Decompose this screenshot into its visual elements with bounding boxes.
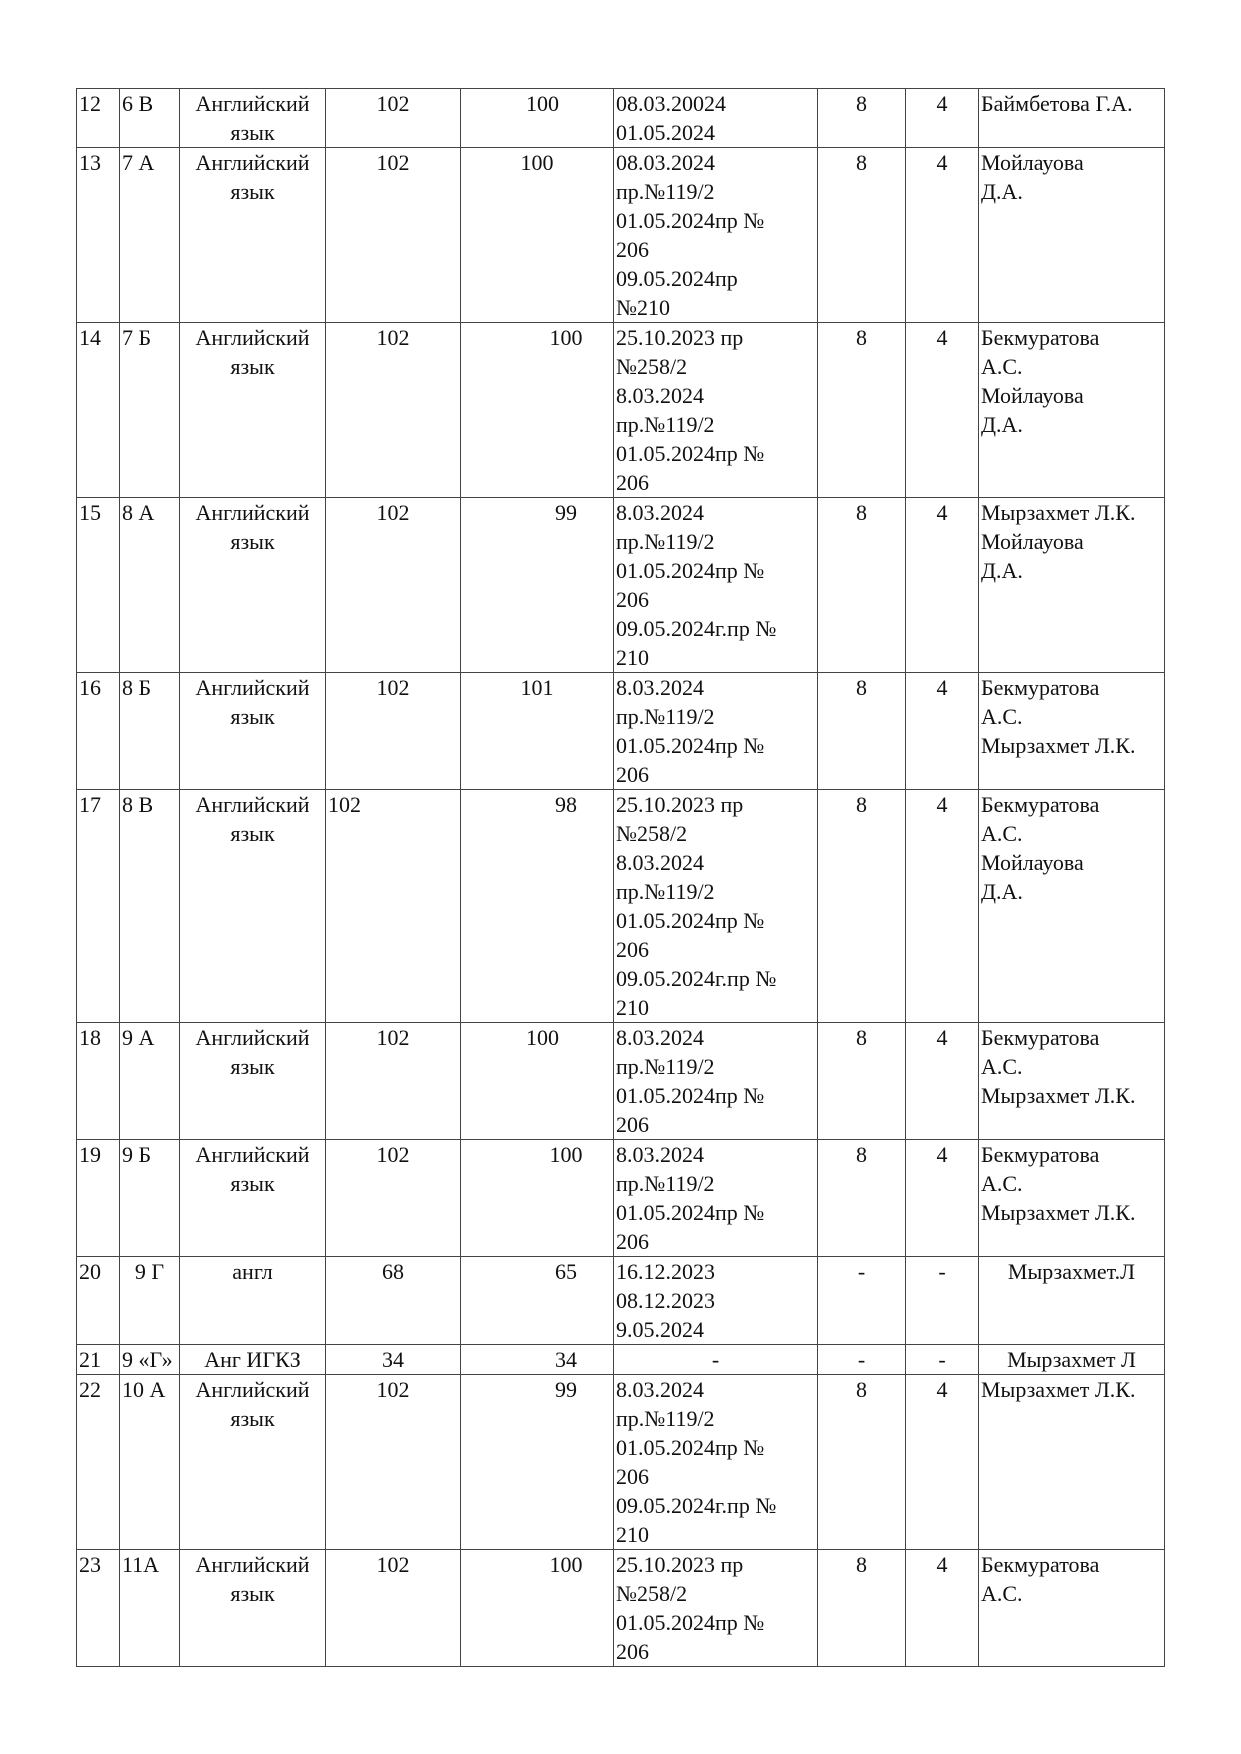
col-a-cell: 8 xyxy=(818,89,906,148)
order-dates-cell xyxy=(614,148,818,323)
col-a-cell: - xyxy=(818,1345,906,1375)
order-dates-cell-line: 206 xyxy=(616,1464,649,1489)
class-cell: 9 «Г» xyxy=(120,1345,180,1375)
col-a-cell: 8 xyxy=(818,673,906,790)
table-row xyxy=(77,323,1165,498)
subject-cell-line: Анг ИГКЗ xyxy=(204,1347,301,1372)
class-cell: 7 Б xyxy=(120,323,180,498)
order-dates-cell-line: 206 xyxy=(616,762,649,787)
subject-cell-line: язык xyxy=(230,120,275,145)
col-b-cell: - xyxy=(906,1257,979,1345)
table-row xyxy=(77,89,1165,148)
class-cell: 8 А xyxy=(120,498,180,673)
order-dates-cell-line: 206 xyxy=(616,587,649,612)
table-row xyxy=(77,498,1165,673)
order-dates-cell-line: 09.05.2024г.пр № xyxy=(616,966,777,991)
class-cell: 7 А xyxy=(120,148,180,323)
col-b-cell: 4 xyxy=(906,1550,979,1667)
order-dates-cell-line: 01.05.2024пр № xyxy=(616,1435,765,1460)
subject-cell xyxy=(180,89,326,148)
order-dates-cell-line: 01.05.2024пр № xyxy=(616,1083,765,1108)
order-dates-cell-line: 01.05.2024 xyxy=(616,120,715,145)
teacher-cell xyxy=(979,323,1165,498)
actual-hours-cell: 100 xyxy=(461,323,614,498)
order-dates-cell-line: 16.12.2023 xyxy=(616,1259,715,1284)
subject-cell xyxy=(180,1140,326,1257)
actual-hours-cell: 101 xyxy=(461,673,614,790)
class-cell: 6 В xyxy=(120,89,180,148)
teacher-cell xyxy=(979,1023,1165,1140)
class-cell: 11А xyxy=(120,1550,180,1667)
col-b-cell: 4 xyxy=(906,148,979,323)
teacher-cell-line: А.С. xyxy=(981,354,1023,379)
teacher-cell-line: Мырзахмет Л.К. xyxy=(981,1377,1136,1402)
order-dates-cell-line: 8.03.2024 xyxy=(616,1025,704,1050)
subject-cell-line: Английский xyxy=(195,325,310,350)
col-b-cell: 4 xyxy=(906,323,979,498)
actual-hours-cell: 100 xyxy=(461,1140,614,1257)
subject-cell xyxy=(180,1023,326,1140)
subject-cell-line: язык xyxy=(230,1171,275,1196)
order-dates-cell-line: 206 xyxy=(616,1112,649,1137)
teacher-cell xyxy=(979,1550,1165,1667)
col-a-cell: 8 xyxy=(818,1375,906,1550)
order-dates-cell-line: 01.05.2024пр № xyxy=(616,733,765,758)
teacher-cell-line: Д.А. xyxy=(981,558,1023,583)
teacher-cell-line: Мырзахмет Л.К. xyxy=(981,733,1136,758)
order-dates-cell-line: пр.№119/2 xyxy=(616,1406,715,1431)
subject-cell xyxy=(180,1257,326,1345)
order-dates-cell-line: 206 xyxy=(616,937,649,962)
table-row xyxy=(77,1375,1165,1550)
teacher-cell-line: Д.А. xyxy=(981,179,1023,204)
order-dates-cell-line: №210 xyxy=(616,295,670,320)
col-b-cell: 4 xyxy=(906,1023,979,1140)
subject-cell-line: язык xyxy=(230,1406,275,1431)
order-dates-cell-line: 25.10.2023 пр xyxy=(616,325,744,350)
teacher-cell xyxy=(979,1257,1165,1345)
order-dates-cell-line: 8.03.2024 xyxy=(616,500,704,525)
subject-cell-line: язык xyxy=(230,354,275,379)
order-dates-cell xyxy=(614,673,818,790)
col-b-cell: 4 xyxy=(906,790,979,1023)
row-number-cell: 13 xyxy=(77,148,120,323)
order-dates-cell-line: 08.12.2023 xyxy=(616,1288,715,1313)
table-row xyxy=(77,1345,1165,1375)
teacher-cell xyxy=(979,498,1165,673)
table-row xyxy=(77,1550,1165,1667)
teacher-cell-line: Бекмуратова xyxy=(981,1142,1100,1167)
order-dates-cell-line: 210 xyxy=(616,645,649,670)
order-dates-cell xyxy=(614,1550,818,1667)
row-number-cell: 21 xyxy=(77,1345,120,1375)
order-dates-cell-line: 09.05.2024г.пр № xyxy=(616,1493,777,1518)
order-dates-cell-line: пр.№119/2 xyxy=(616,1171,715,1196)
col-b-cell: 4 xyxy=(906,89,979,148)
row-number-cell: 12 xyxy=(77,89,120,148)
order-dates-cell-line: 01.05.2024пр № xyxy=(616,1610,765,1635)
subject-cell-line: Английский xyxy=(195,91,310,116)
order-dates-cell-line: пр.№119/2 xyxy=(616,179,715,204)
col-a-cell: 8 xyxy=(818,1140,906,1257)
planned-hours-cell: 68 xyxy=(326,1257,461,1345)
order-dates-cell-line: 01.05.2024пр № xyxy=(616,1200,765,1225)
row-number-cell: 18 xyxy=(77,1023,120,1140)
col-a-cell: 8 xyxy=(818,323,906,498)
teacher-cell-line: Бекмуратова xyxy=(981,675,1100,700)
order-dates-cell-line: 09.05.2024г.пр № xyxy=(616,616,777,641)
order-dates-cell-line: - xyxy=(711,1347,720,1372)
schedule-table xyxy=(76,88,1165,1667)
row-number-cell: 23 xyxy=(77,1550,120,1667)
planned-hours-cell: 102 xyxy=(326,673,461,790)
subject-cell-line: язык xyxy=(230,529,275,554)
planned-hours-cell: 102 xyxy=(326,498,461,673)
order-dates-cell-line: 8.03.2024 xyxy=(616,1142,704,1167)
teacher-cell-line: Бекмуратова xyxy=(981,1025,1100,1050)
order-dates-cell-line: 01.05.2024пр № xyxy=(616,558,765,583)
row-number-cell: 22 xyxy=(77,1375,120,1550)
teacher-cell xyxy=(979,1375,1165,1550)
order-dates-cell-line: №258/2 xyxy=(616,1581,688,1606)
col-a-cell: 8 xyxy=(818,790,906,1023)
order-dates-cell-line: 210 xyxy=(616,995,649,1020)
col-a-cell: 8 xyxy=(818,1023,906,1140)
class-cell: 9 А xyxy=(120,1023,180,1140)
order-dates-cell-line: 8.03.2024 xyxy=(616,850,704,875)
teacher-cell-line: Мойлауова xyxy=(981,529,1084,554)
actual-hours-cell: 99 xyxy=(461,1375,614,1550)
class-cell: 9 Б xyxy=(120,1140,180,1257)
teacher-cell-line: Мырзахмет Л.К. xyxy=(981,1200,1136,1225)
planned-hours-cell: 102 xyxy=(326,323,461,498)
subject-cell-line: Английский xyxy=(195,675,310,700)
planned-hours-cell: 102 xyxy=(326,89,461,148)
order-dates-cell-line: 8.03.2024 xyxy=(616,675,704,700)
col-b-cell: - xyxy=(906,1345,979,1375)
teacher-cell xyxy=(979,89,1165,148)
table-row xyxy=(77,790,1165,1023)
teacher-cell-line: А.С. xyxy=(981,1581,1023,1606)
order-dates-cell xyxy=(614,1140,818,1257)
order-dates-cell-line: 8.03.2024 xyxy=(616,383,704,408)
planned-hours-cell: 102 xyxy=(326,148,461,323)
teacher-cell-line: А.С. xyxy=(981,821,1023,846)
actual-hours-cell: 100 xyxy=(461,148,614,323)
teacher-cell-line: Мырзахмет.Л xyxy=(1007,1259,1136,1284)
table-row xyxy=(77,1140,1165,1257)
subject-cell xyxy=(180,148,326,323)
planned-hours-cell: 102 xyxy=(326,790,461,1023)
teacher-cell-line: Бекмуратова xyxy=(981,325,1100,350)
actual-hours-cell: 99 xyxy=(461,498,614,673)
table-row xyxy=(77,1023,1165,1140)
order-dates-cell-line: пр.№119/2 xyxy=(616,1054,715,1079)
col-b-cell: 4 xyxy=(906,498,979,673)
table-row xyxy=(77,673,1165,790)
teacher-cell xyxy=(979,1345,1165,1375)
planned-hours-cell: 102 xyxy=(326,1375,461,1550)
order-dates-cell-line: №258/2 xyxy=(616,821,688,846)
order-dates-cell xyxy=(614,790,818,1023)
row-number-cell: 20 xyxy=(77,1257,120,1345)
subject-cell xyxy=(180,498,326,673)
actual-hours-cell: 98 xyxy=(461,790,614,1023)
col-a-cell: 8 xyxy=(818,148,906,323)
planned-hours-cell: 102 xyxy=(326,1550,461,1667)
subject-cell xyxy=(180,1375,326,1550)
class-cell: 8 Б xyxy=(120,673,180,790)
order-dates-cell-line: 206 xyxy=(616,1639,649,1664)
col-a-cell: 8 xyxy=(818,498,906,673)
teacher-cell xyxy=(979,148,1165,323)
order-dates-cell xyxy=(614,89,818,148)
subject-cell xyxy=(180,323,326,498)
table-body xyxy=(77,89,1165,1667)
subject-cell xyxy=(180,790,326,1023)
actual-hours-cell: 65 xyxy=(461,1257,614,1345)
order-dates-cell xyxy=(614,1375,818,1550)
teacher-cell xyxy=(979,790,1165,1023)
order-dates-cell-line: пр.№119/2 xyxy=(616,704,715,729)
col-b-cell: 4 xyxy=(906,1140,979,1257)
order-dates-cell-line: 01.05.2024пр № xyxy=(616,441,765,466)
teacher-cell-line: А.С. xyxy=(981,1054,1023,1079)
order-dates-cell xyxy=(614,1345,818,1375)
row-number-cell: 14 xyxy=(77,323,120,498)
subject-cell-line: язык xyxy=(230,821,275,846)
actual-hours-cell: 100 xyxy=(461,1550,614,1667)
actual-hours-cell: 34 xyxy=(461,1345,614,1375)
actual-hours-cell: 100 xyxy=(461,1023,614,1140)
subject-cell xyxy=(180,1550,326,1667)
order-dates-cell xyxy=(614,1023,818,1140)
col-b-cell: 4 xyxy=(906,1375,979,1550)
actual-hours-cell: 100 xyxy=(461,89,614,148)
subject-cell-line: Английский xyxy=(195,150,310,175)
subject-cell-line: англ xyxy=(232,1259,273,1284)
teacher-cell-line: Мойлауова xyxy=(981,850,1084,875)
subject-cell-line: Английский xyxy=(195,792,310,817)
teacher-cell xyxy=(979,673,1165,790)
order-dates-cell-line: 01.05.2024пр № xyxy=(616,908,765,933)
teacher-cell-line: Бекмуратова xyxy=(981,1552,1100,1577)
teacher-cell-line: Д.А. xyxy=(981,879,1023,904)
order-dates-cell-line: 25.10.2023 пр xyxy=(616,792,744,817)
row-number-cell: 15 xyxy=(77,498,120,673)
teacher-cell-line: Д.А. xyxy=(981,412,1023,437)
teacher-cell-line: А.С. xyxy=(981,704,1023,729)
subject-cell-line: Английский xyxy=(195,500,310,525)
class-cell: 8 В xyxy=(120,790,180,1023)
subject-cell-line: язык xyxy=(230,1054,275,1079)
order-dates-cell-line: пр.№119/2 xyxy=(616,879,715,904)
order-dates-cell xyxy=(614,498,818,673)
planned-hours-cell: 102 xyxy=(326,1140,461,1257)
order-dates-cell-line: №258/2 xyxy=(616,354,688,379)
subject-cell-line: язык xyxy=(230,704,275,729)
subject-cell-line: Английский xyxy=(195,1025,310,1050)
planned-hours-cell: 34 xyxy=(326,1345,461,1375)
class-cell: 10 А xyxy=(120,1375,180,1550)
teacher-cell-line: Мойлауова xyxy=(981,150,1084,175)
planned-hours-cell: 102 xyxy=(326,1023,461,1140)
teacher-cell-line: Баймбетова Г.А. xyxy=(981,91,1133,116)
teacher-cell-line: Мырзахмет Л.К. xyxy=(981,1083,1136,1108)
order-dates-cell-line: 206 xyxy=(616,1229,649,1254)
row-number-cell: 17 xyxy=(77,790,120,1023)
table-row xyxy=(77,1257,1165,1345)
order-dates-cell-line: 9.05.2024 xyxy=(616,1317,704,1342)
order-dates-cell-line: 206 xyxy=(616,237,649,262)
order-dates-cell-line: 08.03.2024 xyxy=(616,150,715,175)
col-a-cell: - xyxy=(818,1257,906,1345)
teacher-cell-line: Бекмуратова xyxy=(981,792,1100,817)
row-number-cell: 16 xyxy=(77,673,120,790)
order-dates-cell-line: 09.05.2024пр xyxy=(616,266,738,291)
subject-cell-line: Английский xyxy=(195,1142,310,1167)
row-number-cell: 19 xyxy=(77,1140,120,1257)
order-dates-cell-line: пр.№119/2 xyxy=(616,529,715,554)
order-dates-cell-line: пр.№119/2 xyxy=(616,412,715,437)
subject-cell-line: язык xyxy=(230,1581,275,1606)
subject-cell xyxy=(180,1345,326,1375)
subject-cell-line: Английский xyxy=(195,1552,310,1577)
order-dates-cell-line: 25.10.2023 пр xyxy=(616,1552,744,1577)
teacher-cell-line: Мойлауова xyxy=(981,383,1084,408)
teacher-cell xyxy=(979,1140,1165,1257)
subject-cell xyxy=(180,673,326,790)
class-cell: 9 Г xyxy=(120,1257,180,1345)
table-row xyxy=(77,148,1165,323)
order-dates-cell-line: 01.05.2024пр № xyxy=(616,208,765,233)
col-b-cell: 4 xyxy=(906,673,979,790)
order-dates-cell xyxy=(614,323,818,498)
teacher-cell-line: Мырзахмет Л.К. xyxy=(981,500,1136,525)
order-dates-cell-line: 210 xyxy=(616,1522,649,1547)
order-dates-cell-line: 08.03.20024 xyxy=(616,91,726,116)
order-dates-cell-line: 206 xyxy=(616,470,649,495)
teacher-cell-line: А.С. xyxy=(981,1171,1023,1196)
teacher-cell-line: Мырзахмет Л xyxy=(1007,1347,1136,1372)
order-dates-cell xyxy=(614,1257,818,1345)
subject-cell-line: Английский xyxy=(195,1377,310,1402)
subject-cell-line: язык xyxy=(230,179,275,204)
order-dates-cell-line: 8.03.2024 xyxy=(616,1377,704,1402)
col-a-cell: 8 xyxy=(818,1550,906,1667)
